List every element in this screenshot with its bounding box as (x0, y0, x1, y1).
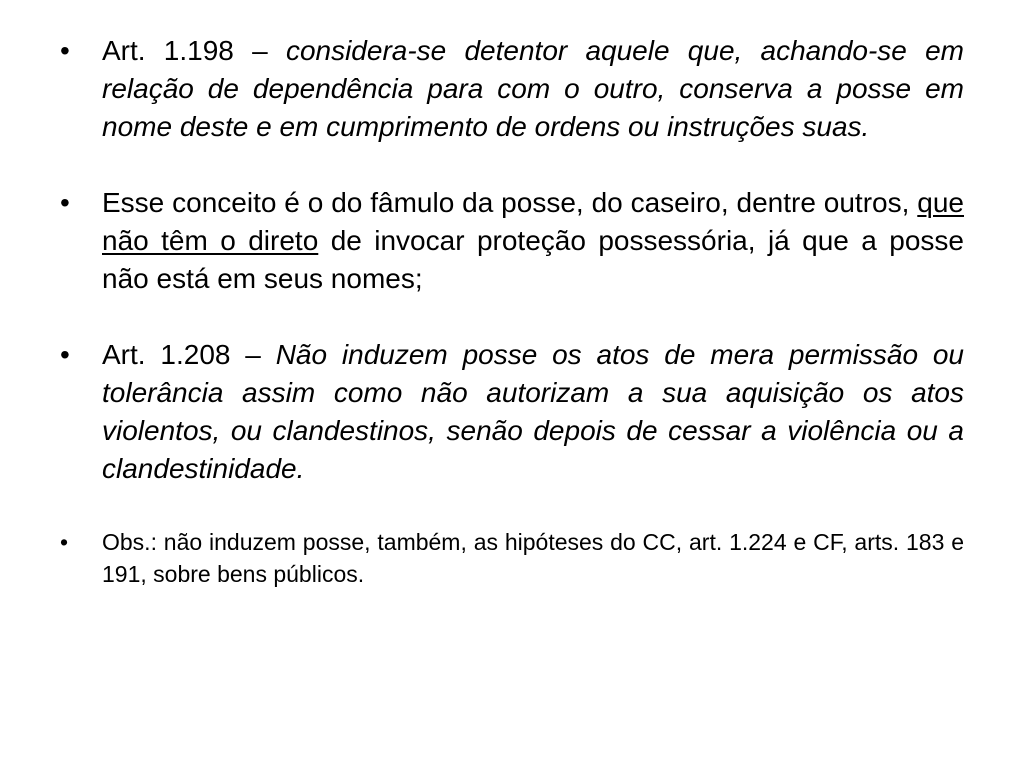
bullet-art-1208 (60, 336, 964, 488)
article-reference: Art. 1.208 – (102, 339, 276, 370)
bullet-marker: • (60, 529, 69, 555)
concept-text-lead: Esse conceito é o do fâmulo da posse, do caseiro, dentre outros, (102, 187, 918, 218)
bullet-marker: • (60, 187, 70, 218)
bullet-marker: • (60, 35, 70, 66)
concept-text-tail: de invocar proteção possessória, já que a posse não está em seus nomes; (102, 225, 965, 294)
article-text: Não induzem posse os atos de mera permissão ou tolerância assim como não autorizam a sua aquisição os atos violentos, ou clandestinos, senão depois de cessar a violência ou a clandestinidade. (102, 339, 964, 484)
bullet-marker: • (60, 339, 70, 370)
article-text: considera-se detentor aquele que, achando-se em relação de dependência para com o outro, conserva a posse em nome deste e em cumprimento de ordens ou instruções suas. (102, 35, 964, 142)
observation-text: Obs.: não induzem posse, também, as hipóteses do CC, art. 1.224 e CF, arts. 183 e 191, sobre bens públicos. (102, 529, 964, 587)
bullet-list (60, 32, 964, 590)
article-reference: Art. 1.198 – (102, 35, 286, 66)
bullet-observation (60, 526, 964, 590)
bullet-famulo-concept (60, 184, 964, 298)
underlined-emphasis: que não têm o direto (102, 187, 964, 256)
bullet-art-1198 (60, 32, 964, 146)
